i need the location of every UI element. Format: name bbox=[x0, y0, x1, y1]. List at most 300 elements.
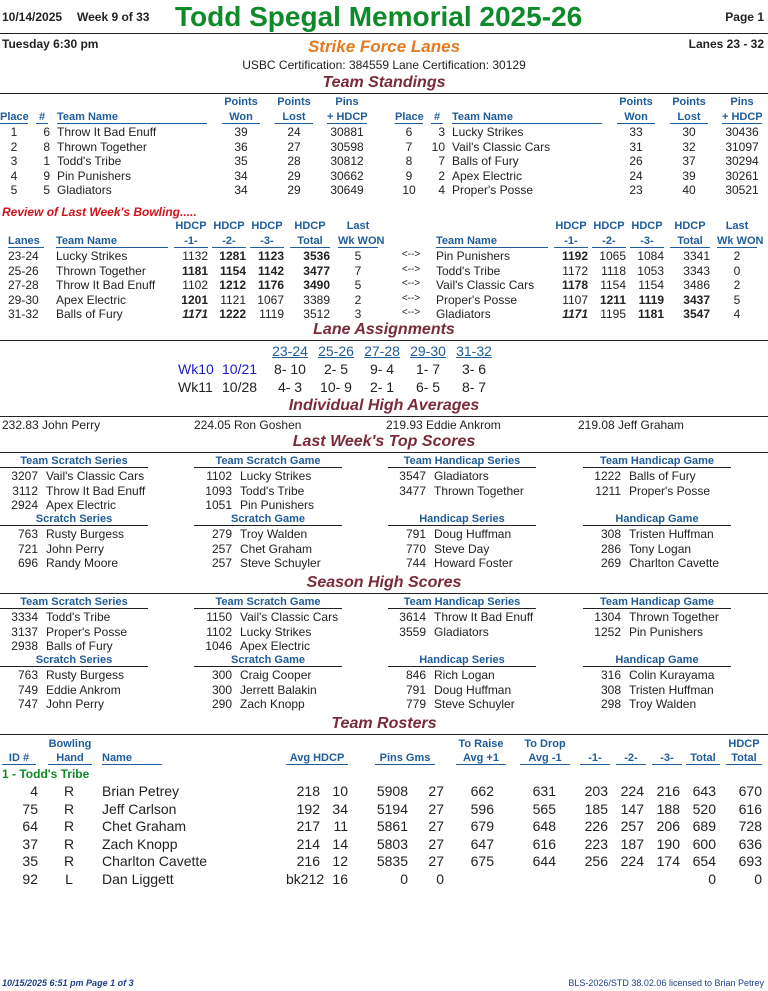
review-score-left: 1121 bbox=[220, 292, 246, 307]
roster-cell: 654 bbox=[692, 853, 716, 869]
score-name: Tony Logan bbox=[629, 541, 692, 556]
roster-cell: 216 bbox=[296, 853, 320, 869]
averages-title: Individual High Averages bbox=[288, 397, 480, 414]
roster-cell: 644 bbox=[532, 853, 556, 869]
score-name: Steve Day bbox=[434, 541, 490, 556]
roster-cell: 217 bbox=[296, 818, 320, 834]
score-name: Pin Punishers bbox=[629, 624, 704, 639]
review-score-left: 1181 bbox=[181, 263, 208, 278]
score-value: 696 bbox=[17, 556, 38, 570]
score-name: Proper's Posse bbox=[629, 483, 710, 498]
score-value: 749 bbox=[17, 682, 38, 697]
standing-team-number: 5 bbox=[43, 183, 50, 197]
roster-col-g3: -3- bbox=[652, 752, 682, 765]
team-score-group-title: Team Scratch Game bbox=[194, 455, 342, 468]
roster-cell: Brian Petrey bbox=[102, 783, 180, 799]
review-score-left: 1119 bbox=[259, 307, 284, 321]
individual-score-group-title: Handicap Game bbox=[583, 513, 731, 526]
individual-score-group-title: Scratch Game bbox=[194, 654, 342, 667]
roster-col-total: Total bbox=[686, 752, 720, 765]
standing-points-lost: 40 bbox=[682, 183, 696, 197]
roster-cell: 64 bbox=[22, 818, 38, 834]
roster-cell: Jeff Carlson bbox=[102, 800, 177, 817]
standing-team-name: Throw It Bad Enuff bbox=[57, 125, 157, 139]
rosters-title: Team Rosters bbox=[331, 715, 437, 732]
score-value: 744 bbox=[405, 556, 426, 570]
standing-pins-hdcp: 31097 bbox=[725, 139, 759, 154]
roster-cell: 5835 bbox=[376, 853, 408, 869]
individual-score-group-title: Scratch Series bbox=[0, 513, 148, 526]
score-value: 3137 bbox=[11, 624, 38, 639]
roster-cell: 11 bbox=[333, 818, 348, 834]
report-date: 10/14/2025 bbox=[2, 10, 63, 24]
standing-team-number: 3 bbox=[438, 125, 445, 139]
roster-cell: R bbox=[63, 783, 75, 799]
standing-pins-hdcp: 30261 bbox=[725, 168, 759, 183]
standing-pins-hdcp: 30294 bbox=[725, 154, 759, 168]
score-value: 298 bbox=[600, 697, 621, 711]
team-score-group-title: Team Scratch Game bbox=[194, 596, 342, 609]
score-value: 3614 bbox=[399, 610, 426, 624]
roster-cell: 16 bbox=[332, 870, 348, 887]
roster-col-drop: To Drop bbox=[524, 738, 566, 750]
standing-place: 10 bbox=[402, 183, 416, 197]
score-value: 1046 bbox=[205, 639, 232, 653]
review-col-header: Wk WON bbox=[338, 235, 385, 247]
score-value: 3207 bbox=[11, 469, 38, 483]
review-col-header: HDCP bbox=[631, 220, 663, 232]
standing-points-won: 26 bbox=[629, 154, 643, 168]
review-team-left: Balls of Fury bbox=[56, 307, 123, 321]
score-name: Apex Electric bbox=[240, 639, 311, 653]
score-value: 770 bbox=[405, 541, 426, 556]
lane-assignment: 8- 10 bbox=[274, 361, 306, 377]
roster-cell: 0 bbox=[400, 870, 408, 887]
score-value: 1102 bbox=[206, 469, 232, 483]
roster-cell: 185 bbox=[584, 800, 608, 817]
lanes-range: Lanes 23 - 32 bbox=[688, 37, 764, 51]
standing-points-lost: 37 bbox=[682, 154, 696, 168]
col-header-won: Won bbox=[222, 111, 260, 124]
review-col-header: HDCP bbox=[213, 220, 245, 232]
roster-cell: Dan Liggett bbox=[102, 870, 174, 887]
score-name: Troy Walden bbox=[629, 697, 697, 711]
score-name: Apex Electric bbox=[46, 498, 117, 512]
roster-cell: 147 bbox=[620, 800, 644, 817]
review-score-right: 3437 bbox=[683, 292, 710, 307]
lane-assignment: 2- 5 bbox=[323, 361, 349, 377]
standing-points-won: 34 bbox=[234, 183, 248, 197]
score-value: 763 bbox=[17, 527, 38, 541]
standing-points-won: 24 bbox=[629, 168, 643, 183]
roster-cell: 631 bbox=[532, 783, 556, 799]
lane-pair-header: 31-32 bbox=[456, 343, 492, 359]
col-header-place: Place bbox=[395, 111, 424, 123]
review-score-left: 1201 bbox=[181, 292, 208, 307]
score-name: Craig Cooper bbox=[240, 668, 312, 682]
certification: USBC Certification: 384559 Lane Certification: 30129 bbox=[242, 58, 526, 72]
roster-cell: 34 bbox=[332, 800, 348, 817]
season-title: Season High Scores bbox=[306, 574, 462, 591]
roster-cell: 206 bbox=[656, 818, 680, 834]
score-value: 3547 bbox=[399, 469, 426, 483]
score-name: Lucky Strikes bbox=[240, 624, 312, 639]
score-value: 279 bbox=[211, 527, 232, 541]
standing-points-lost: 29 bbox=[287, 183, 301, 197]
roster-cell: 37 bbox=[22, 835, 38, 852]
page-title: Todd Spegal Memorial 2025-26 bbox=[175, 1, 583, 32]
review-score-right: 1053 bbox=[637, 263, 664, 278]
review-score-left: 3512 bbox=[303, 307, 330, 321]
roster-team-name: 1 - Todd's Tribe bbox=[2, 767, 90, 781]
score-value: 721 bbox=[17, 541, 38, 556]
roster-cell: 643 bbox=[692, 783, 716, 799]
score-name: Vail's Classic Cars bbox=[46, 469, 145, 483]
review-score-right: 1154 bbox=[600, 278, 626, 292]
standing-points-lost: 27 bbox=[287, 139, 301, 154]
last-week-title: Last Week's Top Scores bbox=[292, 433, 476, 450]
standing-points-won: 39 bbox=[234, 125, 248, 139]
review-title: Review of Last Week's Bowling..... bbox=[2, 205, 197, 219]
standing-points-won: 35 bbox=[234, 154, 248, 168]
score-value: 1211 bbox=[595, 483, 621, 498]
review-team-right: Proper's Posse bbox=[436, 292, 517, 307]
week-label: Week 9 of 33 bbox=[77, 10, 150, 24]
individual-score-group-title: Scratch Series bbox=[0, 654, 148, 667]
roster-cell: 187 bbox=[620, 835, 644, 852]
col-header-pins: Pins bbox=[335, 96, 359, 108]
roster-cell: 174 bbox=[656, 853, 680, 869]
roster-cell: 216 bbox=[656, 783, 680, 799]
score-value: 1102 bbox=[206, 624, 232, 639]
standing-team-name: Apex Electric bbox=[452, 168, 523, 183]
score-value: 286 bbox=[600, 541, 621, 556]
footer-license: BLS-2026/STD 38.02.06 licensed to Brian Petrey bbox=[568, 978, 764, 988]
roster-cell: 648 bbox=[532, 818, 556, 834]
versus-arrow: <--> bbox=[401, 263, 421, 275]
review-lanes: 27-28 bbox=[8, 278, 39, 292]
lane-assignment: 9- 4 bbox=[369, 361, 395, 377]
score-name: Lucky Strikes bbox=[240, 469, 312, 483]
team-score-group-title: Team Scratch Series bbox=[0, 596, 148, 609]
score-value: 290 bbox=[211, 697, 232, 711]
roster-cell: 92 bbox=[22, 870, 38, 887]
review-col-header: -2- bbox=[212, 235, 246, 248]
standing-pins-hdcp: 30649 bbox=[330, 183, 364, 197]
review-score-right: 1181 bbox=[637, 307, 664, 321]
standing-team-number: 1 bbox=[43, 154, 50, 168]
review-lanes: 25-26 bbox=[8, 263, 39, 278]
score-value: 3112 bbox=[12, 483, 38, 498]
score-value: 846 bbox=[405, 668, 426, 682]
roster-cell: 188 bbox=[656, 800, 680, 817]
standing-points-won: 31 bbox=[629, 139, 643, 154]
review-col-header: HDCP bbox=[674, 220, 706, 232]
roster-cell: 0 bbox=[436, 870, 444, 887]
review-team-right: Gladiators bbox=[436, 307, 491, 321]
score-name: Steve Schuyler bbox=[434, 697, 515, 711]
review-col-header: HDCP bbox=[251, 220, 283, 232]
standing-points-lost: 39 bbox=[682, 168, 696, 183]
standing-team-number: 7 bbox=[438, 154, 445, 168]
bowling-center: Strike Force Lanes bbox=[307, 37, 461, 56]
individual-score-group-title: Handicap Series bbox=[388, 513, 536, 526]
review-score-left: 5 bbox=[354, 249, 362, 263]
score-name: Rusty Burgess bbox=[46, 527, 125, 541]
score-value: 1222 bbox=[594, 469, 621, 483]
lane-week: Wk11 bbox=[178, 379, 213, 395]
roster-cell: 214 bbox=[296, 835, 320, 852]
review-col-header: Last bbox=[346, 220, 370, 232]
review-score-left: 1281 bbox=[219, 249, 246, 263]
standing-points-lost: 24 bbox=[287, 125, 301, 139]
lane-assignment: 8- 7 bbox=[461, 379, 487, 395]
score-name: Doug Huffman bbox=[434, 527, 512, 541]
versus-arrow: <--> bbox=[401, 292, 421, 304]
review-col-header: -1- bbox=[554, 235, 588, 248]
score-name: Eddie Ankrom bbox=[46, 682, 121, 697]
review-col-lanes: Lanes bbox=[8, 235, 44, 248]
team-score-group-title: Team Handicap Game bbox=[583, 596, 731, 609]
roster-cell: 224 bbox=[620, 783, 644, 799]
individual-score-group-title: Handicap Series bbox=[388, 654, 536, 667]
roster-cell: 257 bbox=[620, 818, 644, 834]
roster-cell: 226 bbox=[584, 818, 608, 834]
score-value: 791 bbox=[405, 682, 426, 697]
review-score-left: 1132 bbox=[182, 249, 208, 263]
review-team-left: Lucky Strikes bbox=[56, 249, 128, 263]
review-team-left: Thrown Together bbox=[56, 263, 146, 278]
review-col-header: Total bbox=[290, 235, 330, 248]
roster-cell: 679 bbox=[470, 818, 494, 834]
roster-cell: 10 bbox=[332, 783, 348, 799]
review-score-right: 2 bbox=[733, 249, 741, 263]
review-score-left: 1067 bbox=[257, 292, 284, 307]
standing-place: 7 bbox=[405, 139, 413, 154]
review-score-left: 3536 bbox=[303, 249, 330, 263]
high-average-entry: 219.93 Eddie Ankrom bbox=[386, 418, 501, 432]
roster-cell: R bbox=[63, 800, 75, 817]
standing-team-name: Pin Punishers bbox=[57, 168, 132, 183]
review-score-left: 1212 bbox=[219, 278, 246, 292]
standing-place: 4 bbox=[10, 168, 18, 183]
score-name: Throw It Bad Enuff bbox=[46, 483, 146, 498]
standing-team-number: 2 bbox=[438, 168, 445, 183]
score-value: 300 bbox=[211, 682, 232, 697]
review-col-header: -1- bbox=[174, 235, 208, 248]
review-score-right: 0 bbox=[733, 263, 741, 278]
roster-cell: 647 bbox=[470, 835, 494, 852]
score-value: 308 bbox=[600, 527, 621, 541]
standing-pins-hdcp: 30662 bbox=[330, 168, 364, 183]
review-score-left: 1154 bbox=[219, 263, 246, 278]
review-score-right: 1065 bbox=[599, 249, 626, 263]
roster-cell: 224 bbox=[620, 853, 644, 869]
score-value: 747 bbox=[17, 697, 38, 711]
roster-cell: 27 bbox=[428, 783, 444, 799]
roster-col-raise: To Raise bbox=[458, 738, 504, 750]
review-score-right: 1084 bbox=[637, 249, 664, 263]
score-value: 308 bbox=[600, 682, 621, 697]
roster-cell: Charlton Cavette bbox=[102, 853, 208, 869]
col-header-lost: Points bbox=[277, 96, 311, 108]
roster-col-id: ID # bbox=[2, 752, 36, 765]
score-name: Throw It Bad Enuff bbox=[434, 610, 534, 624]
review-score-left: 1142 bbox=[257, 263, 284, 278]
score-name: Todd's Tribe bbox=[240, 483, 305, 498]
roster-cell: 223 bbox=[584, 835, 608, 852]
roster-col-drop: Avg -1 bbox=[520, 752, 570, 765]
review-score-right: 1107 bbox=[562, 292, 588, 307]
team-score-group-title: Team Handicap Series bbox=[388, 596, 536, 609]
score-value: 779 bbox=[405, 697, 426, 711]
day-time: Tuesday 6:30 pm bbox=[2, 37, 99, 51]
lane-pair-header: 29-30 bbox=[410, 343, 446, 359]
lane-pair-header: 23-24 bbox=[272, 343, 308, 359]
review-score-right: 5 bbox=[733, 292, 741, 307]
lane-assignment: 10- 9 bbox=[320, 379, 352, 395]
standing-team-name: Vail's Classic Cars bbox=[452, 139, 551, 154]
standing-points-lost: 32 bbox=[682, 139, 696, 154]
roster-cell: 675 bbox=[470, 853, 494, 869]
roster-col-hand: Bowling bbox=[48, 738, 92, 750]
score-name: Thrown Together bbox=[629, 610, 719, 624]
high-average-entry: 224.05 Ron Goshen bbox=[194, 418, 302, 432]
versus-arrow: <--> bbox=[401, 249, 421, 260]
roster-cell: 12 bbox=[332, 853, 348, 869]
roster-cell: R bbox=[63, 853, 75, 869]
lane-assignment: 4- 3 bbox=[277, 379, 303, 395]
roster-cell: 693 bbox=[738, 853, 762, 869]
score-name: Tristen Huffman bbox=[629, 527, 714, 541]
review-col-header: HDCP bbox=[555, 220, 587, 232]
individual-score-group-title: Scratch Game bbox=[194, 513, 342, 526]
score-value: 1150 bbox=[206, 610, 232, 624]
score-value: 3334 bbox=[11, 610, 38, 624]
score-value: 2924 bbox=[11, 498, 38, 512]
review-score-right: 1195 bbox=[600, 307, 626, 321]
roster-cell: 5908 bbox=[376, 783, 408, 799]
roster-cell: bk212 bbox=[286, 870, 325, 887]
standing-pins-hdcp: 30598 bbox=[330, 139, 364, 154]
review-score-right: 1172 bbox=[562, 263, 588, 278]
review-score-left: 2 bbox=[354, 292, 362, 307]
col-header-won: Points bbox=[619, 96, 653, 108]
roster-cell: 256 bbox=[584, 853, 608, 869]
standing-points-lost: 30 bbox=[682, 125, 696, 139]
roster-cell: 565 bbox=[532, 800, 556, 817]
lane-pair-header: 25-26 bbox=[318, 343, 354, 359]
standing-team-number: 6 bbox=[43, 125, 50, 139]
roster-col-g1: -1- bbox=[580, 752, 610, 765]
review-team-right: Pin Punishers bbox=[436, 249, 511, 263]
high-average-entry: 232.83 John Perry bbox=[2, 418, 101, 432]
col-header-pins: + HDCP bbox=[327, 111, 368, 123]
score-name: Todd's Tribe bbox=[46, 610, 111, 624]
score-value: 1051 bbox=[205, 498, 232, 512]
col-header-team: Team Name bbox=[57, 111, 207, 124]
score-name: Zach Knopp bbox=[240, 697, 305, 711]
col-header-place: Place bbox=[0, 111, 29, 123]
review-team-right: Vail's Classic Cars bbox=[436, 278, 535, 292]
roster-cell: 5803 bbox=[376, 835, 408, 852]
review-team-left: Throw It Bad Enuff bbox=[56, 278, 156, 292]
standing-points-won: 33 bbox=[629, 125, 643, 139]
score-name: John Perry bbox=[46, 697, 105, 711]
roster-cell: 14 bbox=[332, 835, 348, 852]
review-score-right: 1178 bbox=[561, 278, 588, 292]
score-name: Pin Punishers bbox=[240, 498, 315, 512]
versus-arrow: <--> bbox=[401, 278, 421, 289]
review-score-right: 3343 bbox=[683, 263, 710, 278]
score-name: Gladiators bbox=[434, 469, 489, 483]
lane-assignment: 6- 5 bbox=[415, 379, 441, 395]
review-score-left: 1176 bbox=[257, 278, 284, 292]
review-score-left: 5 bbox=[354, 278, 362, 292]
col-header-won: Points bbox=[224, 96, 258, 108]
roster-cell: Chet Graham bbox=[102, 818, 187, 834]
roster-cell: 728 bbox=[738, 818, 762, 834]
roster-cell: 192 bbox=[296, 800, 320, 817]
review-score-right: 3341 bbox=[683, 249, 710, 263]
roster-col-raise: Avg +1 bbox=[456, 752, 506, 765]
standing-team-name: Gladiators bbox=[57, 183, 112, 197]
lane-week: Wk10 bbox=[178, 361, 214, 377]
standing-pins-hdcp: 30812 bbox=[330, 154, 364, 168]
standing-team-name: Todd's Tribe bbox=[57, 154, 122, 168]
review-score-right: 1118 bbox=[601, 263, 626, 278]
standing-team-number: 9 bbox=[43, 168, 50, 183]
lane-assignments-title: Lane Assignments bbox=[313, 321, 455, 338]
score-value: 300 bbox=[211, 668, 232, 682]
roster-cell: 0 bbox=[754, 870, 762, 887]
lane-date: 10/28 bbox=[222, 379, 258, 395]
roster-cell: 218 bbox=[296, 783, 320, 799]
roster-cell: 616 bbox=[738, 800, 762, 817]
standing-team-name: Lucky Strikes bbox=[452, 125, 524, 139]
standing-pins-hdcp: 30521 bbox=[725, 183, 759, 197]
score-name: Gladiators bbox=[434, 624, 489, 639]
review-score-left: 1102 bbox=[182, 278, 208, 292]
review-score-left: 1171 bbox=[182, 307, 208, 321]
col-header-pins: Pins bbox=[730, 96, 754, 108]
score-name: Randy Moore bbox=[46, 556, 119, 570]
roster-cell: 190 bbox=[656, 835, 680, 852]
score-name: Tristen Huffman bbox=[629, 682, 714, 697]
roster-cell: 5861 bbox=[376, 818, 408, 834]
score-name: Balls of Fury bbox=[46, 639, 113, 653]
standing-place: 9 bbox=[405, 168, 413, 183]
standing-place: 6 bbox=[405, 125, 413, 139]
team-score-group-title: Team Handicap Series bbox=[388, 455, 536, 468]
score-value: 316 bbox=[600, 668, 621, 682]
review-lanes: 23-24 bbox=[8, 249, 39, 263]
review-col-header: HDCP bbox=[294, 220, 326, 232]
score-name: Proper's Posse bbox=[46, 624, 127, 639]
individual-score-group-title: Handicap Game bbox=[583, 654, 731, 667]
review-col-header: -2- bbox=[592, 235, 626, 248]
review-score-right: 1154 bbox=[638, 278, 664, 292]
lane-assignment: 3- 6 bbox=[461, 361, 487, 377]
review-score-right: 3547 bbox=[683, 307, 710, 321]
review-col-team: Team Name bbox=[436, 235, 548, 248]
standing-team-number: 8 bbox=[43, 139, 50, 154]
review-score-right: 1192 bbox=[561, 249, 588, 263]
col-header-number: # bbox=[36, 111, 48, 124]
review-score-left: 1123 bbox=[257, 249, 284, 263]
standing-points-won: 36 bbox=[234, 139, 248, 154]
score-name: Balls of Fury bbox=[629, 469, 696, 483]
